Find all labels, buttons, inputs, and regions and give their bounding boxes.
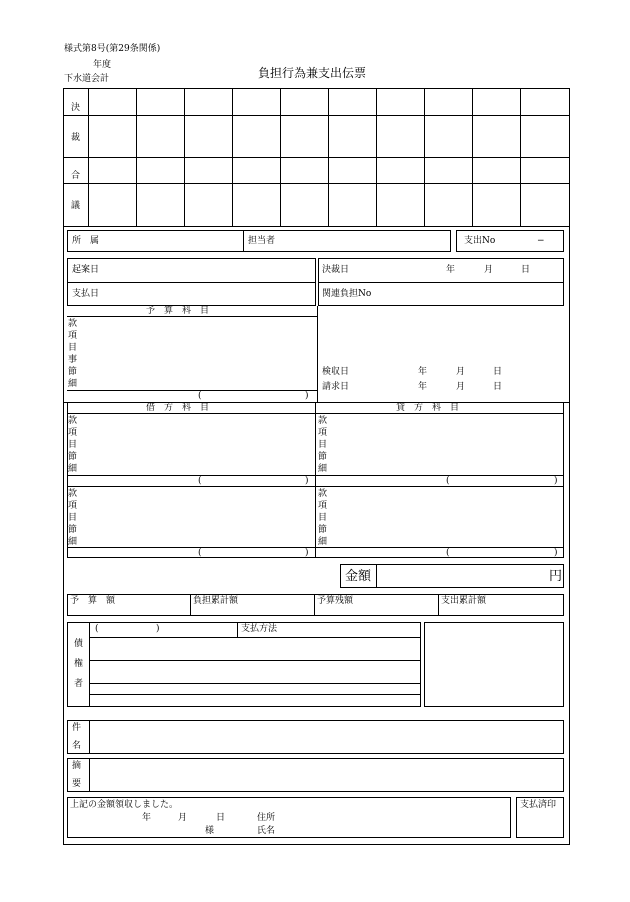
credit-paren-open-2: ( xyxy=(446,548,450,558)
receipt-text: 上記の金額領収しました。 xyxy=(70,800,179,810)
amount-box xyxy=(340,564,564,588)
budget-item: 細 xyxy=(68,379,78,389)
budget-item: 項 xyxy=(68,331,78,341)
subject-box xyxy=(67,720,564,754)
inspection-day: 日 xyxy=(493,367,503,377)
credit-item: 細 xyxy=(318,537,328,547)
debit-items-1 xyxy=(68,415,77,475)
budget-paren-close: ) xyxy=(305,391,309,401)
budget-header: 予 算 科 目 xyxy=(146,306,210,316)
debit-paren-open-1: ( xyxy=(198,476,202,486)
credit-items-2 xyxy=(318,488,327,548)
debit-paren-close-1: ) xyxy=(305,476,309,486)
paid-stamp-label: 支払済印 xyxy=(520,800,557,810)
payment-no-label: 支出No xyxy=(464,236,496,246)
creditor-paren-open: ( xyxy=(95,624,99,634)
credit-item: 款 xyxy=(318,489,328,499)
subject-label-1: 件 xyxy=(72,723,82,733)
request-year: 年 xyxy=(418,382,428,392)
debit-item: 節 xyxy=(68,452,78,462)
debit-item: 細 xyxy=(68,464,78,474)
debit-item: 節 xyxy=(68,525,78,535)
debit-paren-close-2: ) xyxy=(305,548,309,558)
inspection-year: 年 xyxy=(418,367,428,377)
decision-label-1: 決 xyxy=(71,103,81,113)
receipt-day: 日 xyxy=(216,813,226,823)
credit-items-1 xyxy=(318,415,327,475)
payment-total-label: 支出累計額 xyxy=(441,596,487,606)
decision-month: 月 xyxy=(484,265,494,275)
totals-row xyxy=(67,594,564,616)
budget-remaining-label: 予算残額 xyxy=(317,596,354,606)
debit-item: 項 xyxy=(68,501,78,511)
credit-item: 項 xyxy=(318,501,328,511)
credit-paren-close-2: ) xyxy=(554,548,558,558)
debit-item: 目 xyxy=(68,440,78,450)
budget-item: 事 xyxy=(68,355,78,365)
debit-items-2 xyxy=(68,488,77,548)
decision-date-label: 決裁日 xyxy=(322,265,350,275)
receipt-address-label: 住所 xyxy=(257,813,276,823)
credit-item: 項 xyxy=(318,428,328,438)
debit-item: 目 xyxy=(68,513,78,523)
request-date-label: 請求日 xyxy=(322,382,350,392)
payment-date-label: 支払日 xyxy=(72,289,100,299)
receipt-month: 月 xyxy=(178,813,188,823)
debit-item: 細 xyxy=(68,537,78,547)
decision-label-2: 裁 xyxy=(71,133,81,143)
decision-year: 年 xyxy=(446,265,456,275)
summary-label-2: 要 xyxy=(72,779,82,789)
receipt-year: 年 xyxy=(142,813,152,823)
credit-item: 節 xyxy=(318,452,328,462)
page-title: 負担行為兼支出伝票 xyxy=(258,66,367,80)
budget-item: 款 xyxy=(68,319,78,329)
creditor-label-2: 権 xyxy=(74,659,84,669)
consult-label-1: 合 xyxy=(71,171,81,181)
consult-label-2: 議 xyxy=(71,201,81,211)
draft-date-label: 起案日 xyxy=(72,265,100,275)
payment-method-label: 支払方法 xyxy=(241,624,278,634)
staff-label: 担当者 xyxy=(248,236,276,246)
creditor-label-1: 債 xyxy=(74,639,84,649)
budget-items xyxy=(68,318,77,390)
credit-item: 節 xyxy=(318,525,328,535)
form-number: 様式第8号(第29条関係) xyxy=(64,44,161,54)
credit-item: 款 xyxy=(318,416,328,426)
receipt-honorific: 様 xyxy=(205,826,215,836)
creditor-side-box xyxy=(424,622,564,707)
request-day: 日 xyxy=(493,382,503,392)
debit-paren-open-2: ( xyxy=(198,548,202,558)
budget-amount-label: 予 算 額 xyxy=(70,596,116,606)
credit-item: 目 xyxy=(318,440,328,450)
budget-item: 目 xyxy=(68,343,78,353)
budget-item: 節 xyxy=(68,367,78,377)
debit-header: 借 方 科 目 xyxy=(146,403,210,413)
amount-unit: 円 xyxy=(549,569,563,584)
subject-label-2: 名 xyxy=(72,741,82,751)
credit-header: 貸 方 科 目 xyxy=(396,403,460,413)
fiscal-year-label: 年度 xyxy=(93,60,112,70)
debit-item: 項 xyxy=(68,428,78,438)
summary-label-1: 摘 xyxy=(72,761,82,771)
receipt-name-label: 氏名 xyxy=(257,826,276,836)
account-label: 下水道会計 xyxy=(64,74,110,84)
commitment-total-label: 負担累計額 xyxy=(193,596,239,606)
debit-item: 款 xyxy=(68,489,78,499)
inspection-date-label: 検収日 xyxy=(322,367,350,377)
credit-paren-close-1: ) xyxy=(554,476,558,486)
budget-paren-open: ( xyxy=(198,391,202,401)
credit-paren-open-1: ( xyxy=(446,476,450,486)
related-no-label: 関連負担No xyxy=(322,289,372,299)
payment-no-dash: − xyxy=(537,236,545,246)
department-label: 所 属 xyxy=(72,236,100,246)
request-month: 月 xyxy=(456,382,466,392)
creditor-label-3: 者 xyxy=(74,679,84,689)
summary-box xyxy=(67,758,564,792)
debit-item: 款 xyxy=(68,416,78,426)
creditor-paren-close: ) xyxy=(156,624,160,634)
amount-label: 金額 xyxy=(345,569,372,584)
credit-item: 目 xyxy=(318,513,328,523)
decision-day: 日 xyxy=(521,265,531,275)
credit-item: 細 xyxy=(318,464,328,474)
inspection-month: 月 xyxy=(456,367,466,377)
